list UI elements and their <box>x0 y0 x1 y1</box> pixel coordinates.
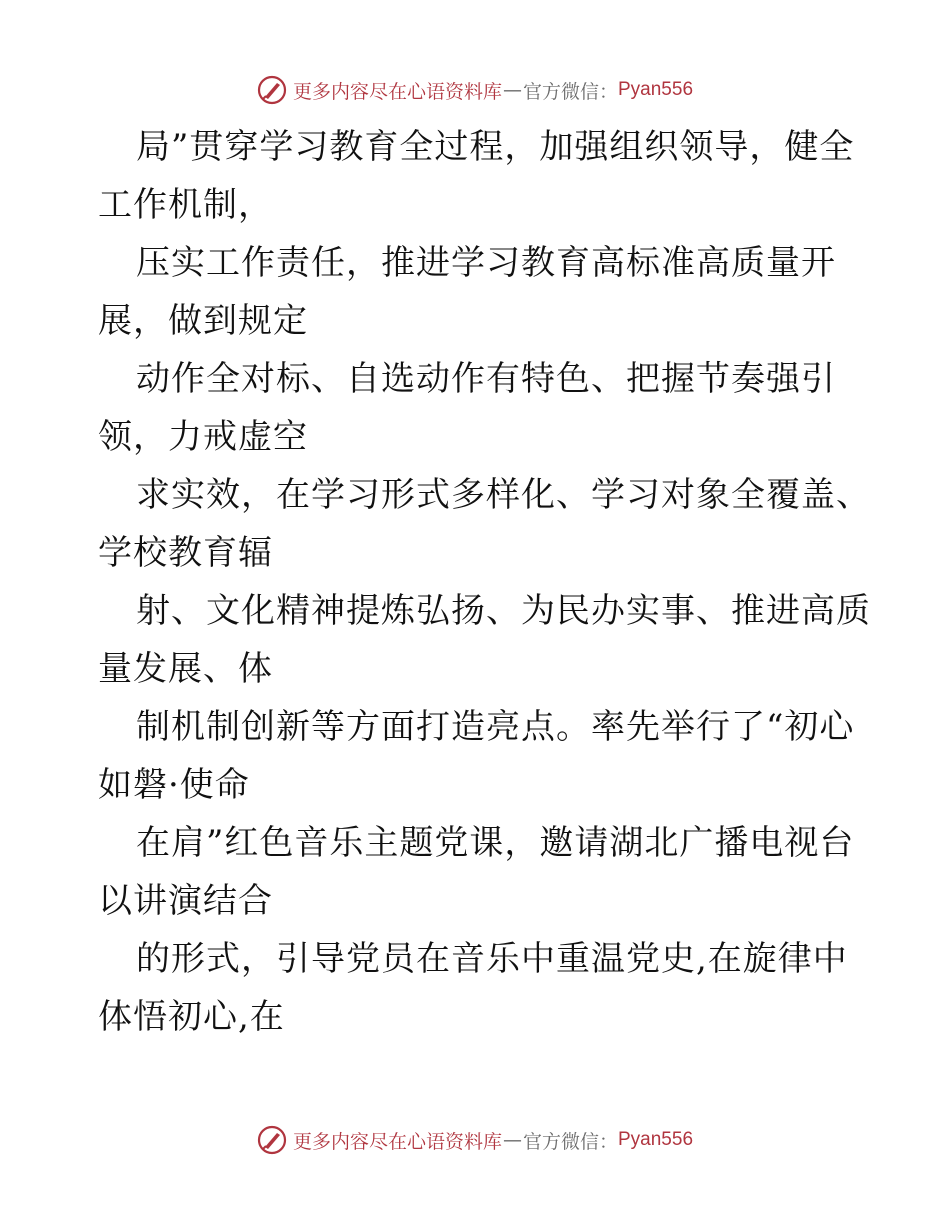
text-line: 以讲演结合 <box>98 881 273 921</box>
footer-wechat-label: 官方微信： <box>522 1130 618 1153</box>
text-line: 如磐·使命 <box>98 765 250 805</box>
quill-seal-icon <box>257 75 287 105</box>
document-body <box>98 118 871 1046</box>
footer-separator: — <box>502 1129 522 1151</box>
text-line: 展，做到规定 <box>98 301 308 341</box>
header-banner <box>0 70 950 110</box>
text-line: 在肩”红色音乐主题党课，邀请湖北广播电视台 <box>136 823 855 863</box>
footer-account: Pyan556 <box>618 1129 694 1150</box>
text-line: 射、文化精神提炼弘扬、为民办实事、推进高质 <box>136 591 871 631</box>
header-wechat-label: 官方微信： <box>522 80 618 103</box>
header-brand: 更多内容尽在心语资料库 <box>292 80 502 103</box>
text-line: 学校教育辐 <box>98 533 273 573</box>
text-line: 体悟初心,在 <box>98 997 285 1037</box>
text-line: 的形式，引导党员在音乐中重温党史,在旋律中 <box>136 939 848 979</box>
footer-banner <box>0 1120 950 1160</box>
text-line: 求实效，在学习形式多样化、学习对象全覆盖、 <box>136 475 871 515</box>
text-line: 制机制创新等方面打造亮点。率先举行了“初心 <box>136 707 855 747</box>
text-line: 量发展、体 <box>98 649 273 689</box>
text-line: 压实工作责任，推进学习教育高标准高质量开 <box>136 243 836 283</box>
text-line: 工作机制， <box>98 185 273 225</box>
footer-brand: 更多内容尽在心语资料库 <box>292 1130 502 1153</box>
text-line: 领，力戒虚空 <box>98 417 308 457</box>
header-separator: — <box>502 79 522 101</box>
text-line: 局”贯穿学习教育全过程，加强组织领导，健全 <box>136 127 855 167</box>
quill-seal-icon <box>257 1125 287 1155</box>
header-account: Pyan556 <box>618 79 694 100</box>
text-line: 动作全对标、自选动作有特色、把握节奏强引 <box>136 359 836 399</box>
